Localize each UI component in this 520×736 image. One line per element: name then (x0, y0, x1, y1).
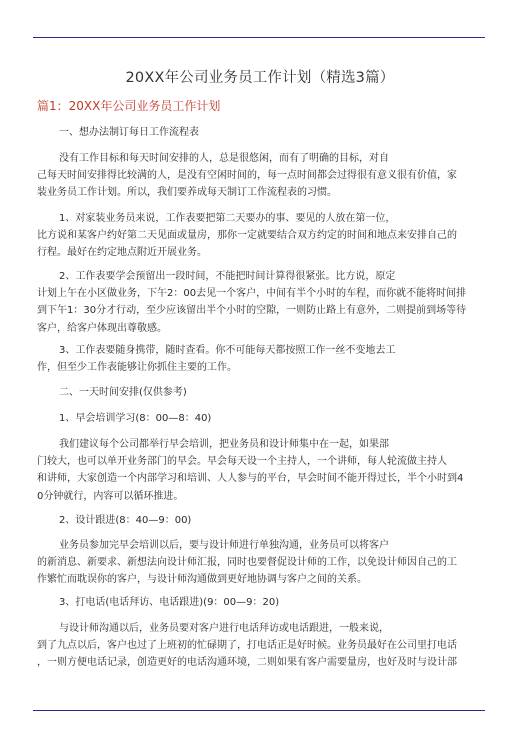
paragraph (37, 594, 485, 611)
paragraph (37, 410, 485, 427)
paragraph-line: 3、工作表要随身携带，随时查看。你不可能每天都按照工作一丝不变地去工 (59, 345, 396, 356)
paragraph (37, 124, 485, 141)
paragraph-line: 2、工作表要学会预留出一段时间，不能把时间计算得很紧张。比方说，原定 (59, 271, 396, 282)
paragraph-line: 门较大，也可以单开业务部门的早会。早会每天设一个主持人，一个讲师，每人轮流做主持人 (37, 456, 447, 468)
paragraph-line: 二、一天时间安排(仅供参考) (59, 387, 187, 398)
paragraph-line: 到了九点以后，客户也过了上班初的忙碌期了，打电话正是好时候。业务员最好在公司里打电话 (37, 640, 457, 652)
paragraph-line: 作繁忙而耽误你的客户，与设计师沟通做到更好地协调与客户之间的关系。 (37, 574, 367, 586)
paragraph (37, 537, 485, 589)
paragraph (37, 210, 485, 262)
paragraph (37, 620, 485, 672)
paragraph-line: 和讲师，大家创造一个内部学习和培训、人人参与的平台，早会时间不能开得过长，半个小时到4 (37, 473, 464, 485)
paragraph-line: ，一则方便电话记录，创造更好的电话沟通环境，二则如果有客户需要量房，也好及时与设计部 (37, 657, 457, 669)
paragraph-line: 0分钟就行，内容可以循环推进。 (37, 490, 184, 502)
paragraph-line: 的新消息、新要求、新想法向设计师汇报，同时也要督促设计师的工作，以免设计师因自己的工 (37, 557, 457, 569)
paragraph-line: 一、想办法制订每日工作流程表 (59, 127, 199, 138)
paragraph-line: 计划上午在小区做业务，下午2：00去见一个客户，中间有半个小时的车程，而你就不能将时间排 (37, 288, 467, 300)
paragraph (37, 342, 485, 376)
paragraph (37, 268, 485, 337)
footer-rule (33, 710, 485, 711)
paragraph-line: 3、打电话(电话拜访、电话跟进)(9：00—9：20) (59, 597, 280, 608)
paragraph-line: 1、对家装业务员来说，工作表要把第二天要办的事、要见的人放在第一位， (59, 213, 396, 224)
paragraph (37, 150, 485, 202)
paragraph-line: 我们建议每个公司都举行早会培训，把业务员和设计师集中在一起，如果部 (59, 439, 389, 450)
paragraph-line: 业务员参加完早会培训以后，要与设计师进行单独沟通，业务员可以将客户 (59, 540, 389, 551)
paragraph-line: 比方说和某客户约好第二天见面或量房，那你一定就要结合双方约定的时间和地点来安排自己的 (37, 230, 457, 242)
paragraph-line: 没有工作目标和每天时间安排的人，总是很悠闲，而有了明确的目标，对自 (59, 153, 389, 164)
paragraph-line: 与设计师沟通以后，业务员要对客户进行电话拜访或电话跟进，一般来说， (59, 623, 389, 634)
paragraph-line: 装业务员工作计划。所以，我们要养成每天制订工作流程表的习惯。 (37, 187, 337, 199)
paragraph-line: 2、设计跟进(8：40—9：00) (59, 515, 192, 526)
paragraph (37, 436, 485, 505)
paragraph-line: 行程。最好在约定地点附近开展业务。 (37, 247, 207, 259)
paragraph-line: 作，但至少工作表能够让你抓住主要的工作。 (37, 362, 237, 374)
paragraph-line: 1、早会培训学习(8：00—8：40) (59, 413, 212, 424)
chapter-heading: 篇1：20XX年公司业务员工作计划 (37, 99, 221, 113)
paragraph (37, 384, 485, 401)
paragraph (37, 512, 485, 529)
paragraph-line: 客户，给客户体现出尊敬感。 (37, 322, 167, 334)
paragraph-line: 到下午1：30分才行动，至少应该留出半个小时的空隙，一则防止路上有意外，二则提前到场等待 (37, 305, 467, 317)
header-rule (33, 37, 485, 38)
paragraph-line: 己每天时间安排得比较满的人，是没有空闲时间的，每一点时间都会过得很有意义很有价值，家 (37, 170, 457, 182)
document-title: 20XX年公司业务员工作计划（精选3篇） (125, 70, 395, 86)
